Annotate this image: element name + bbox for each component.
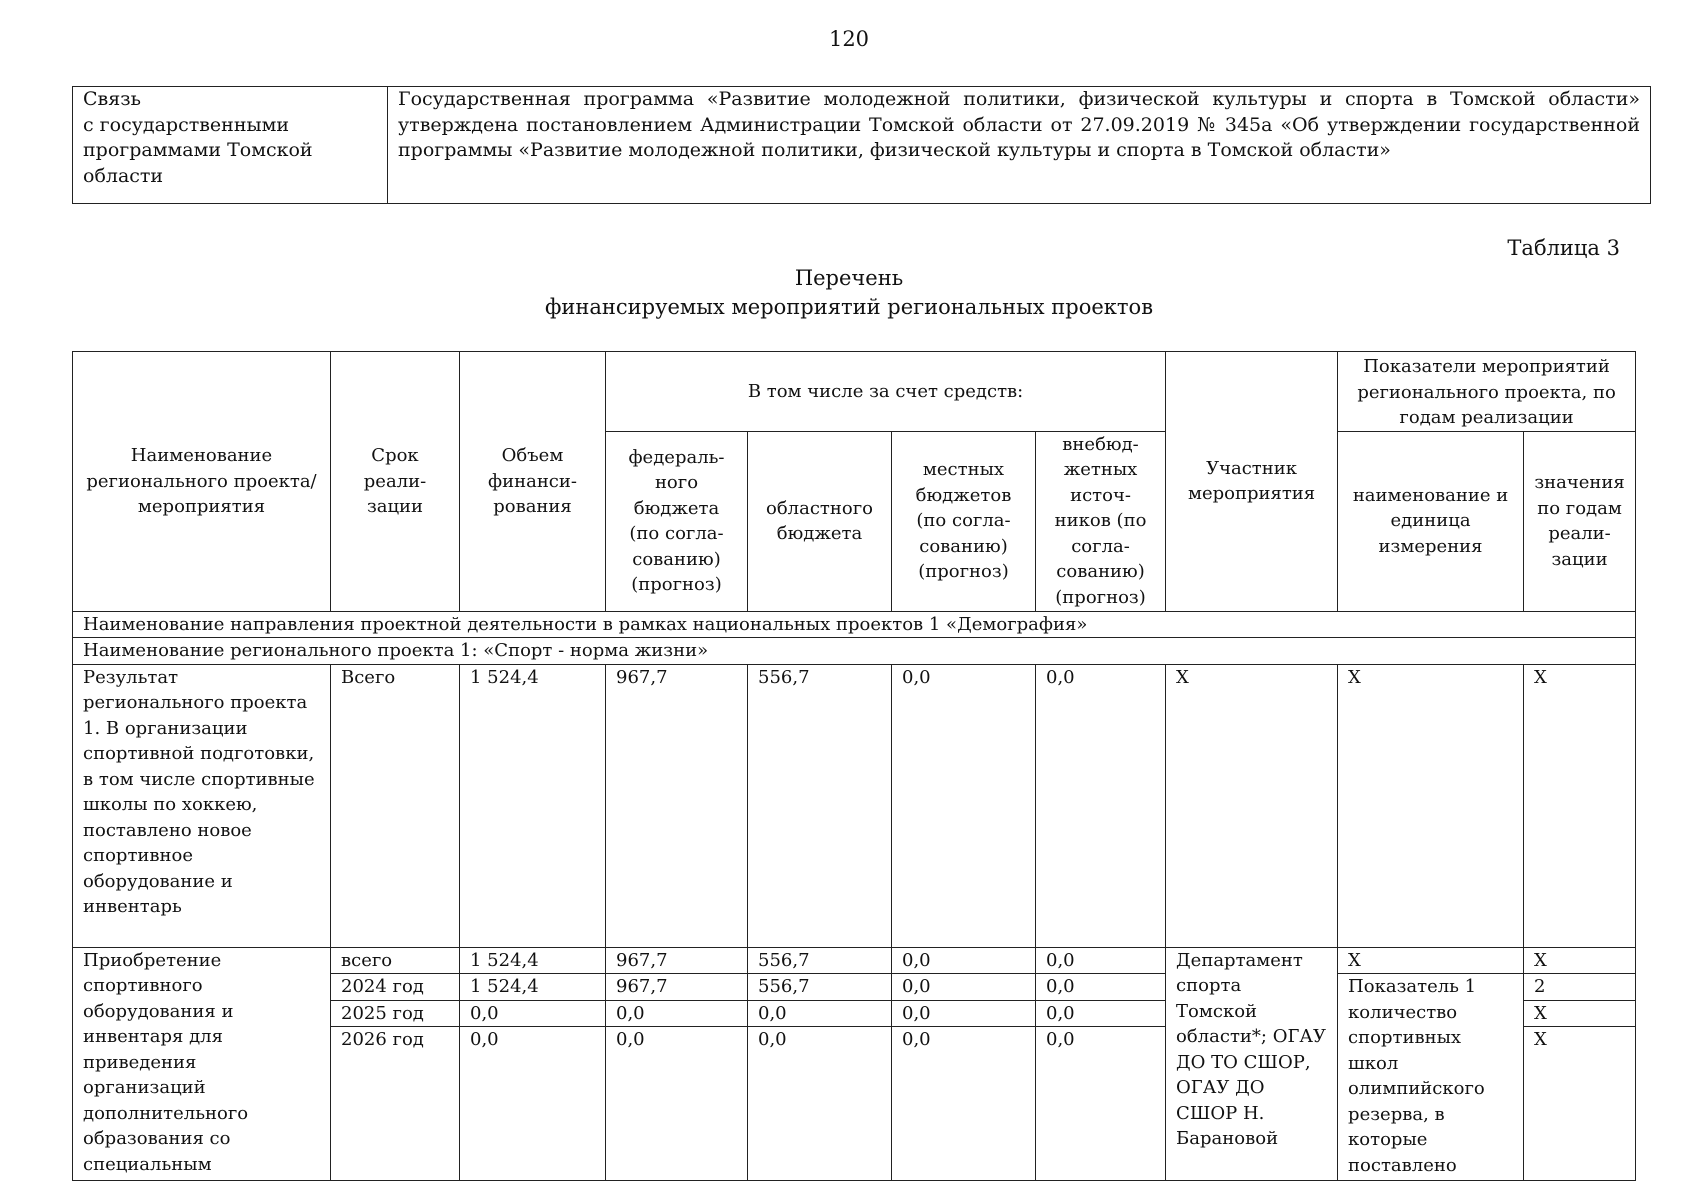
- header-indicators: Показатели мероприятий регионального проекта, по годам реализации: [1338, 352, 1636, 432]
- table-number: Таблица 3: [1507, 236, 1620, 260]
- table-title-line2: финансируемых мероприятий региональных проектов: [544, 295, 1154, 319]
- row-offbudget: 0,0: [1036, 947, 1166, 974]
- page-number: 120: [828, 27, 870, 51]
- header-volume: Объем финанси-рования: [460, 352, 606, 612]
- row-offbudget: 0,0: [1036, 1000, 1166, 1027]
- header-ind-name: наименование и единица измерения: [1338, 431, 1524, 611]
- result-participant: X: [1166, 664, 1338, 947]
- header-term: Срок реали-зации: [331, 352, 460, 612]
- program-link-label: Связь с государственными программами Томской области: [73, 87, 388, 204]
- row-regional: 556,7: [748, 974, 892, 1001]
- row-volume: 0,0: [460, 1000, 606, 1027]
- row-volume: 1 524,4: [460, 947, 606, 974]
- row-volume: 1 524,4: [460, 974, 606, 1001]
- row-value: X: [1524, 947, 1636, 974]
- row-federal: 0,0: [606, 1000, 748, 1027]
- activity-ind-name: Показатель 1 количество спортивных школ олимпийского резерва, в которые поставлено: [1338, 974, 1524, 1181]
- row-term: 2024 год: [331, 974, 460, 1001]
- result-name: Результат регионального проекта 1. В организации спортивной подготовки, в том числе спортивные школы по хоккею, поставлено новое спортивное оборудование и инвентарь: [73, 664, 331, 947]
- row-local: 0,0: [892, 974, 1036, 1001]
- header-federal: федераль-ного бюджета (по согла-сованию) (прогноз): [606, 431, 748, 611]
- activity-name: Приобретение спортивного оборудования и инвентаря для приведения организаций дополнительного образования со специальным: [73, 947, 331, 1181]
- activity-ind-name-top: X: [1338, 947, 1524, 974]
- header-regional: областного бюджета: [748, 431, 892, 611]
- result-ind-values: X: [1524, 664, 1636, 947]
- table-row: [73, 947, 1636, 974]
- row-term: 2025 год: [331, 1000, 460, 1027]
- row-regional: 556,7: [748, 947, 892, 974]
- result-volume: 1 524,4: [460, 664, 606, 947]
- row-local: 0,0: [892, 1027, 1036, 1181]
- project-row: Наименование регионального проекта 1: «Спорт - норма жизни»: [73, 638, 1636, 665]
- row-federal: 967,7: [606, 947, 748, 974]
- activities-table: [72, 351, 1636, 1181]
- table-title: [0, 264, 1698, 322]
- program-link-text: Государственная программа «Развитие молодежной политики, физической культуры и спорта в Томской области» утверждена постановлением Администрации Томской области от 27.09.2019 № 345а «Об утверждении государственной программы «Развитие молодежной политики, физической культуры и спорта в Томской области»: [388, 87, 1651, 204]
- header-offbudget: внебюд-жетных источ-ников (по согла-сованию) (прогноз): [1036, 431, 1166, 611]
- row-term: всего: [331, 947, 460, 974]
- result-local: 0,0: [892, 664, 1036, 947]
- header-local: местных бюджетов (по согла-сованию) (прогноз): [892, 431, 1036, 611]
- result-regional: 556,7: [748, 664, 892, 947]
- header-participant: Участник мероприятия: [1166, 352, 1338, 612]
- table-title-line1: Перечень: [794, 266, 904, 290]
- header-incl: В том числе за счет средств:: [606, 352, 1166, 432]
- row-value: X: [1524, 1027, 1636, 1181]
- result-offbudget: 0,0: [1036, 664, 1166, 947]
- row-volume: 0,0: [460, 1027, 606, 1181]
- header-name: Наименование регионального проекта/ мероприятия: [73, 352, 331, 612]
- result-ind-name: X: [1338, 664, 1524, 947]
- row-offbudget: 0,0: [1036, 974, 1166, 1001]
- result-term: Всего: [331, 664, 460, 947]
- program-link-table: [72, 86, 1651, 204]
- row-local: 0,0: [892, 947, 1036, 974]
- result-federal: 967,7: [606, 664, 748, 947]
- row-term: 2026 год: [331, 1027, 460, 1181]
- row-federal: 967,7: [606, 974, 748, 1001]
- result-row: [73, 664, 1636, 947]
- direction-row: Наименование направления проектной деятельности в рамках национальных проектов 1 «Демография»: [73, 611, 1636, 638]
- header-ind-values: значения по годам реали-зации: [1524, 431, 1636, 611]
- activity-participant: Департамент спорта Томской области*; ОГАУ ДО ТО СШОР, ОГАУ ДО СШОР Н. Барановой: [1166, 947, 1338, 1181]
- row-value: 2: [1524, 974, 1636, 1001]
- row-regional: 0,0: [748, 1000, 892, 1027]
- row-local: 0,0: [892, 1000, 1036, 1027]
- row-value: X: [1524, 1000, 1636, 1027]
- row-federal: 0,0: [606, 1027, 748, 1181]
- row-offbudget: 0,0: [1036, 1027, 1166, 1181]
- row-regional: 0,0: [748, 1027, 892, 1181]
